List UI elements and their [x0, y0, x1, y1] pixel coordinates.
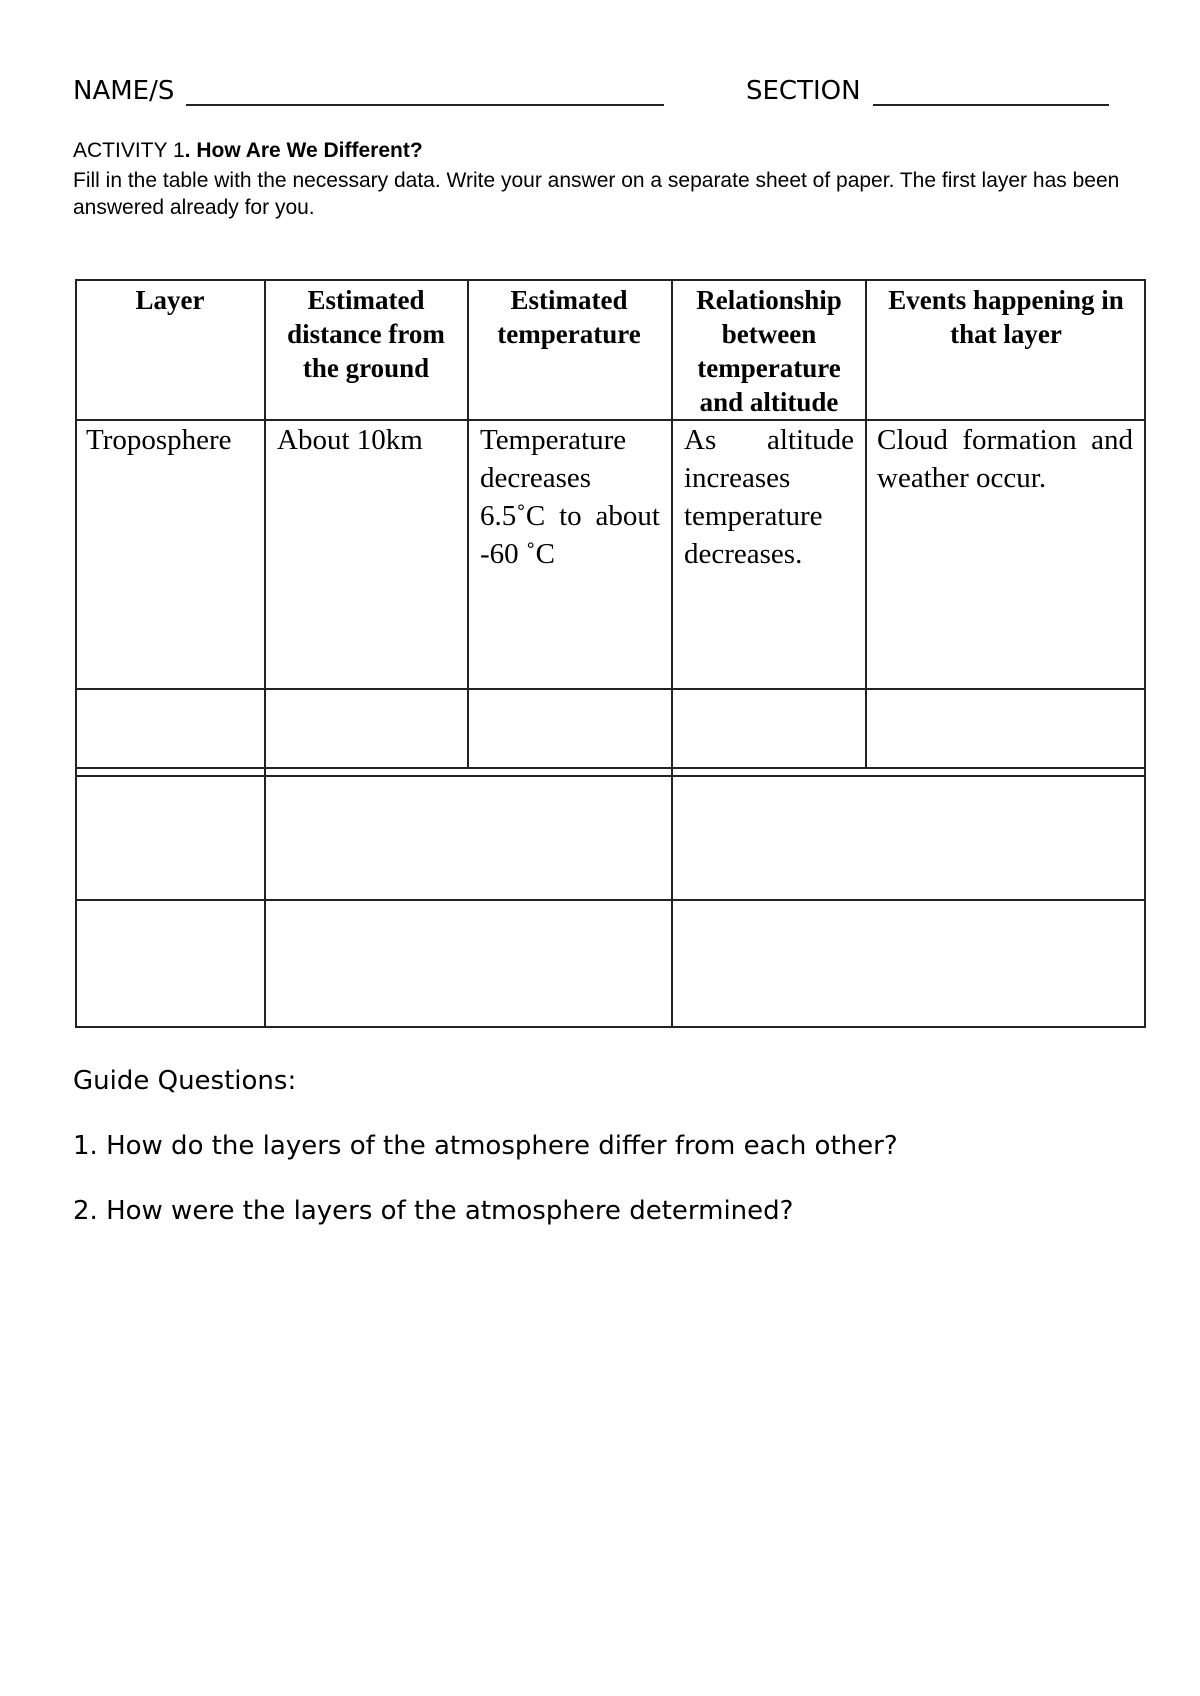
guide-question-1: 1. How do the layers of the atmosphere differ from each other?	[73, 1131, 898, 1161]
cell-layer: Troposphere	[86, 424, 232, 456]
table-border-top	[75, 279, 1146, 281]
table-col-rule-3	[671, 279, 673, 1028]
table-col-rule-4	[865, 279, 867, 769]
table-rule-row3	[75, 899, 1146, 901]
guide-question-2: 2. How were the layers of the atmosphere determined?	[73, 1196, 794, 1226]
table-col-rule-1	[264, 279, 266, 1028]
table-border-left	[75, 279, 77, 1028]
guide-title: Guide Questions:	[73, 1066, 297, 1096]
table-rule-row2a	[75, 767, 1146, 769]
table-rule-row1	[75, 688, 1146, 690]
activity-heading	[73, 138, 423, 164]
column-header-relationship: Relationship between temperature and altitude	[696, 285, 842, 417]
cell-relationship: As altitude increases temperature decreases.	[684, 424, 854, 570]
column-header-distance: Estimated distance from the ground	[287, 285, 445, 383]
table-col-rule-2	[467, 279, 469, 769]
table-rule-row2b	[75, 775, 1146, 777]
activity-instructions: Fill in the table with the necessary data. Write your answer on a separate sheet of paper. The first layer has been answered already for you.	[73, 169, 1120, 219]
name-blank-line[interactable]	[186, 104, 664, 106]
section-blank-line[interactable]	[873, 104, 1109, 106]
column-header-layer: Layer	[135, 285, 205, 315]
activity-number: ACTIVITY 1	[73, 139, 185, 162]
table-border-right	[1144, 279, 1146, 1028]
column-header-temperature: Estimated temperature	[497, 285, 641, 349]
table-border-bottom	[75, 1026, 1146, 1028]
cell-events: Cloud formation and weather occur.	[877, 424, 1133, 494]
cell-distance: About 10km	[277, 424, 423, 456]
activity-title: . How Are We Different?	[184, 139, 423, 162]
name-label: NAME/S	[73, 76, 175, 106]
column-header-events: Events happening in that layer	[888, 285, 1124, 349]
section-label: SECTION	[746, 76, 861, 106]
cell-temperature: Temperature decreases 6.5˚C to about -60 ˚C	[480, 424, 660, 570]
